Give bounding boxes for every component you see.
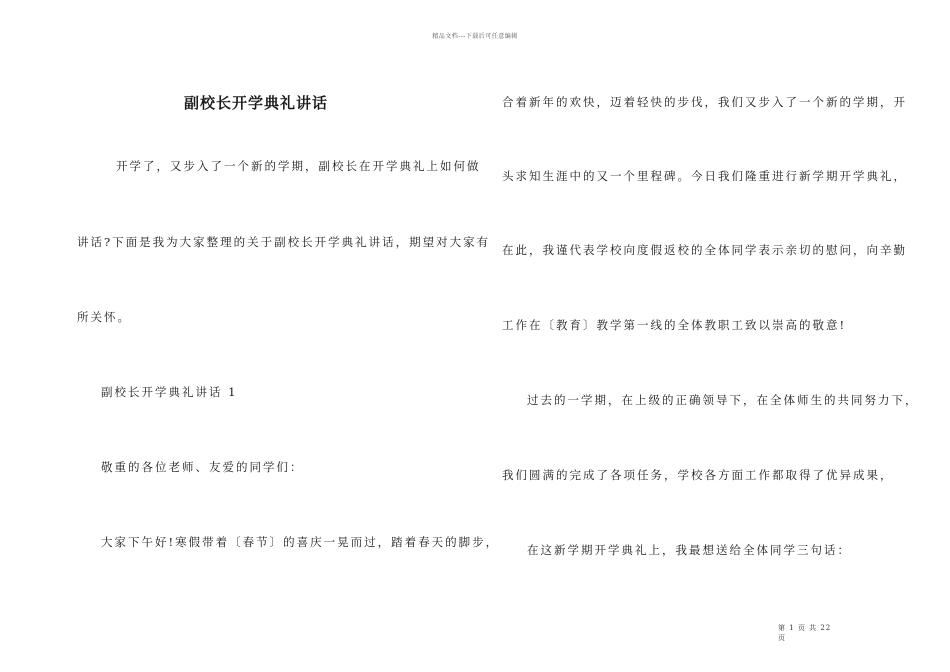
salutation: 敬重的各位老师、友爱的同学们： xyxy=(101,460,304,474)
document-title: 副校长开学典礼讲话 xyxy=(184,94,329,112)
paragraph-line: 合着新年的欢快，迈着轻快的步伐，我们又步入了一个新的学期，开 xyxy=(502,95,907,109)
page-number-line: 第 1 页 共 22 xyxy=(778,624,832,632)
paragraph-line: 过去的一学期，在上级的正确领导下，在全体师生的共同努力下， xyxy=(527,393,919,407)
paragraph-line: 在这新学期开学典礼上，我最想送给全体同学三句话： xyxy=(527,543,851,557)
paragraph-line: 我们圆满的完成了各项任务，学校各方面工作都取得了优异成果， xyxy=(502,468,894,482)
page-footer xyxy=(778,623,831,643)
page-number-line: 页 xyxy=(778,634,786,642)
paragraph-line: 讲话?下面是我为大家整理的关于副校长开学典礼讲话，期望对大家有 xyxy=(77,235,491,249)
section-heading: 副校长开学典礼讲话 1 xyxy=(101,385,238,399)
paragraph-line: 大家下午好!寒假带着〔春节〕的喜庆一晃而过，踏着春天的脚步， xyxy=(101,535,500,549)
page-header: 精品文档---下载后可任意编辑 xyxy=(432,33,518,40)
paragraph-line: 所关怀。 xyxy=(77,310,131,324)
paragraph-line: 头求知生涯中的又一个里程碑。今日我们隆重进行新学期开学典礼， xyxy=(502,169,907,183)
paragraph-line: 开学了，又步入了一个新的学期，副校长在开学典礼上如何做 xyxy=(116,159,481,173)
paragraph-line: 在此，我谨代表学校向度假返校的全体同学表示亲切的慰问，向辛勤 xyxy=(502,243,907,257)
paragraph-line: 工作在〔教育〕教学第一线的全体教职工致以崇高的敬意! xyxy=(502,318,847,332)
